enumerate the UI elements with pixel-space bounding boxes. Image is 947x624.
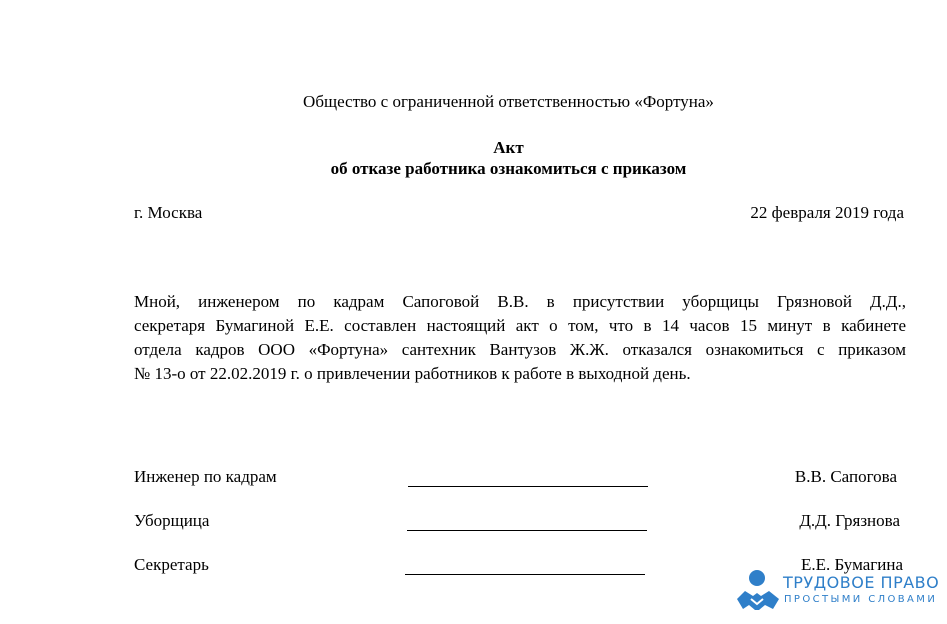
signature-name-engineer: В.В. Сапогова bbox=[794, 467, 897, 486]
signature-role-secretary: Секретарь bbox=[134, 555, 209, 574]
document-subtitle: об отказе работника ознакомиться с приказом bbox=[330, 159, 687, 178]
body-line: № 13-о от 22.02.2019 г. о привлечении работников к работе в выходной день. bbox=[134, 364, 691, 383]
organization-name: Общество с ограниченной ответственностью «Фортуна» bbox=[303, 92, 714, 111]
signature-name-cleaner: Д.Д. Грязнова bbox=[799, 511, 900, 530]
city: г. Москва bbox=[134, 203, 203, 222]
act-body bbox=[134, 290, 906, 386]
signature-role-cleaner: Уборщица bbox=[134, 511, 210, 530]
handshake-person-icon bbox=[735, 569, 781, 615]
signature-line bbox=[405, 574, 645, 575]
signature-line bbox=[408, 486, 648, 487]
logo-title: ТРУДОВОЕ ПРАВО bbox=[783, 573, 940, 592]
signature-name-secretary: Е.Е. Бумагина bbox=[800, 555, 903, 574]
logo-tagline: ПРОСТЫМИ СЛОВАМИ bbox=[784, 594, 938, 605]
site-logo[interactable] bbox=[735, 569, 940, 615]
signature-line bbox=[407, 530, 647, 531]
document-title: Акт bbox=[493, 138, 524, 157]
body-line: Мной, инженером по кадрам Сапоговой В.В. в присутствии уборщицы Грязновой Д.Д., bbox=[134, 292, 906, 311]
signature-role-engineer: Инженер по кадрам bbox=[134, 467, 277, 486]
body-line: отдела кадров ООО «Фортуна» сантехник Вантузов Ж.Ж. отказался ознакомиться с приказом bbox=[134, 340, 906, 359]
body-line: секретаря Бумагиной Е.Е. составлен настоящий акт о том, что в 14 часов 15 минут в кабинете bbox=[134, 316, 906, 335]
document-date: 22 февраля 2019 года bbox=[750, 203, 904, 222]
